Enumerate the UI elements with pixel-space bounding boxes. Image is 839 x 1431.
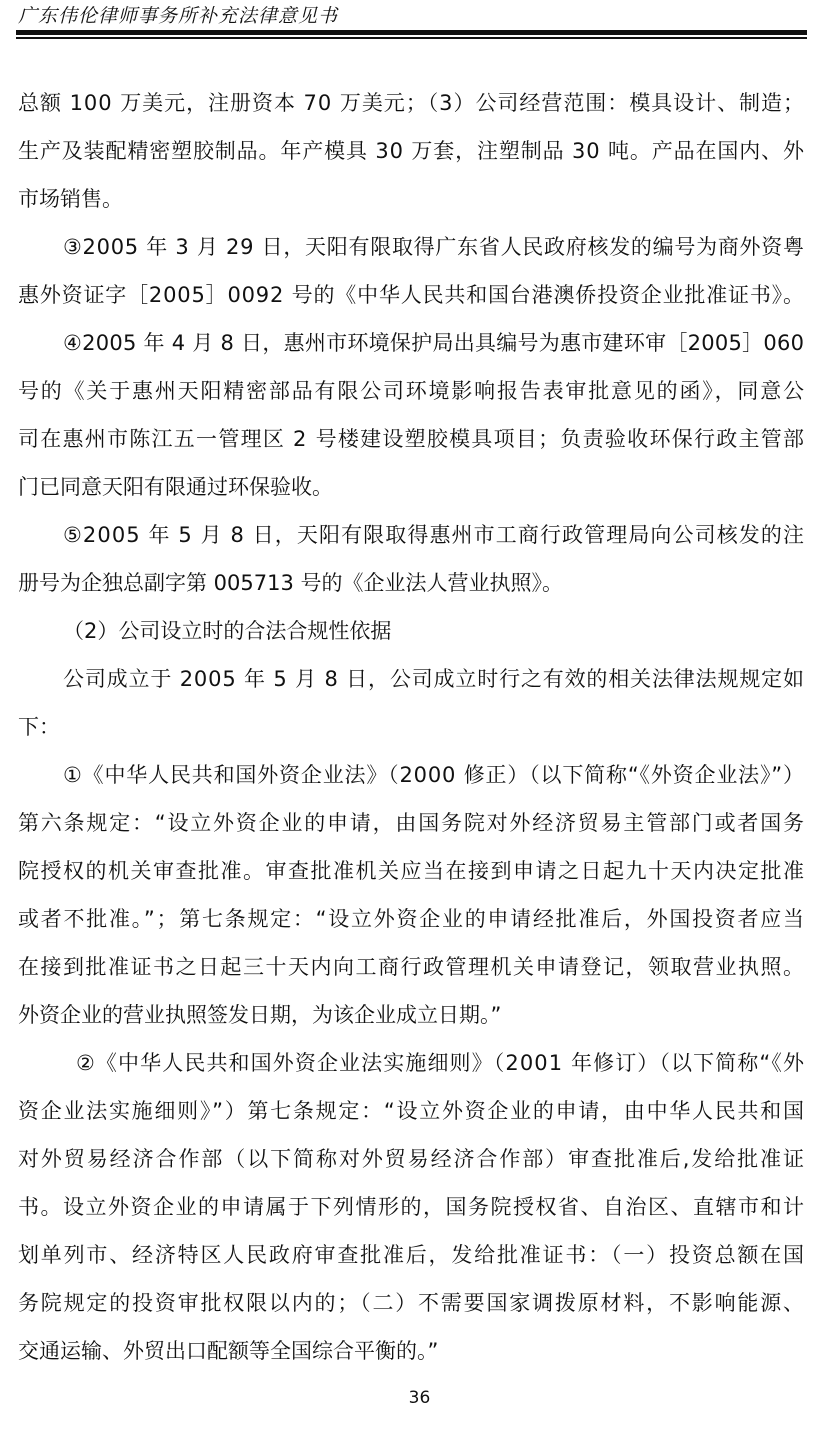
body-line-text: 生产及装配精密塑胶制品。年产模具 30 万套，注塑制品 30 吨。产品在国内、外 — [18, 139, 805, 163]
body-line — [0, 992, 839, 1039]
body-line-text: 号的《关于惠州天阳精密部品有限公司环境影响报告表审批意见的函》，同意公 — [18, 379, 806, 403]
body-line — [0, 272, 839, 319]
body-line-text: ⑤2005 年 5 月 8 日，天阳有限取得惠州市工商行政管理局向公司核发的注 — [63, 523, 806, 547]
body-line-text: 或者不批准。”；第七条规定：“设立外资企业的申请经批准后，外国投资者应当 — [18, 907, 806, 931]
body-line-text: ②《中华人民共和国外资企业法实施细则》（2001 年修订）（以下简称“《外 — [76, 1051, 806, 1075]
body-line — [0, 320, 839, 367]
body-line-text: 资企业法实施细则》”）第七条规定：“设立外资企业的申请，由中华人民共和国 — [18, 1099, 806, 1123]
body-line — [0, 128, 839, 175]
body-line-text: 门已同意天阳有限通过环保验收。 — [18, 475, 333, 499]
body-line-text: 书。设立外资企业的申请属于下列情形的，国务院授权省、自治区、直辖市和计 — [18, 1195, 806, 1219]
body-line-text: 交通运输、外贸出口配额等全国综合平衡的。” — [18, 1339, 439, 1363]
body-line-text: 划单列市、经济特区人民政府审查批准后，发给批准证书：（一）投资总额在国 — [18, 1243, 806, 1267]
header-rule-thin — [16, 37, 807, 39]
header-rule-thick — [16, 30, 807, 35]
body-line — [0, 368, 839, 415]
body-line-text: ④2005 年 4 月 8 日，惠州市环境保护局出具编号为惠市建环审［2005］060 — [63, 331, 805, 355]
body-line-text: 务院规定的投资审批权限以内的；（二）不需要国家调拨原材料，不影响能源、 — [18, 1291, 806, 1315]
body-line — [0, 224, 839, 271]
body-line-text: 对外贸易经济合作部（以下简称对外贸易经济合作部）审查批准后,发给批准证 — [18, 1147, 806, 1171]
body-line — [0, 1040, 839, 1087]
body-line — [0, 848, 839, 895]
body-line — [0, 800, 839, 847]
body-line-text: ③2005 年 3 月 29 日，天阳有限取得广东省人民政府核发的编号为商外资粤 — [63, 235, 805, 259]
body-line-text: 司在惠州市陈江五一管理区 2 号楼建设塑胶模具项目；负责验收环保行政主管部 — [18, 427, 806, 451]
header-title: 广东伟伦律师事务所补充法律意见书 — [18, 5, 339, 27]
page-number: 36 — [408, 1388, 431, 1408]
body-line-text: （2）公司设立时的合法合规性依据 — [63, 619, 392, 643]
body-line — [0, 896, 839, 943]
body-line — [0, 416, 839, 463]
body-line — [0, 1136, 839, 1183]
body-line — [0, 560, 839, 607]
body-line-text: 总额 100 万美元，注册资本 70 万美元；（3）公司经营范围：模具设计、制造； — [18, 91, 805, 115]
body-line-text: ①《中华人民共和国外资企业法》（2000 修正）（以下简称“《外资企业法》”） — [63, 763, 805, 787]
body-line — [0, 1328, 839, 1375]
body-line — [0, 1280, 839, 1327]
body-line — [0, 608, 839, 655]
body-line — [0, 176, 839, 223]
body-line — [0, 464, 839, 511]
body-line-text: 在接到批准证书之日起三十天内向工商行政管理机关申请登记，领取营业执照。 — [18, 955, 806, 979]
body-line-text: 下： — [18, 715, 60, 739]
body-line — [0, 1088, 839, 1135]
body-line-text: 册号为企独总副字第 005713 号的《企业法人营业执照》。 — [18, 571, 564, 595]
body-line — [0, 704, 839, 751]
body-line-text: 第六条规定：“设立外资企业的申请，由国务院对外经济贸易主管部门或者国务 — [18, 811, 806, 835]
body-line-text: 市场销售。 — [18, 187, 123, 211]
body-line-text: 公司成立于 2005 年 5 月 8 日，公司成立时行之有效的相关法律法规规定如 — [63, 667, 805, 691]
body-line — [0, 1232, 839, 1279]
body-line — [0, 1184, 839, 1231]
body-line — [0, 752, 839, 799]
body-line-text: 院授权的机关审查批准。审查批准机关应当在接到申请之日起九十天内决定批准 — [18, 859, 806, 883]
body-line — [0, 80, 839, 127]
body-line — [0, 512, 839, 559]
body-line — [0, 944, 839, 991]
body-line — [0, 656, 839, 703]
body-line-text: 外资企业的营业执照签发日期，为该企业成立日期。” — [18, 1003, 502, 1027]
body-line-text: 惠外资证字［2005］0092 号的《中华人民共和国台港澳侨投资企业批准证书》。 — [18, 283, 805, 307]
